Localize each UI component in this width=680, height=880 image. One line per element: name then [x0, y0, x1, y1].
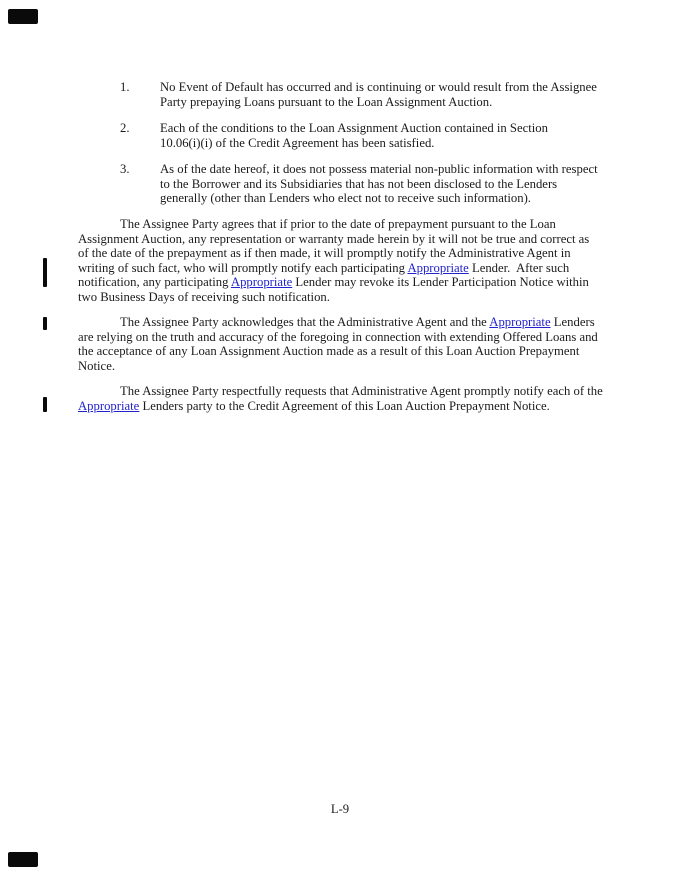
tracked-change-link[interactable]: Appropriate	[407, 260, 469, 275]
text-segment: Lenders party to the Credit Agreement of this Loan Auction Prepayment Notice.	[139, 398, 550, 413]
text-line	[160, 191, 630, 206]
revision-change-bar	[43, 258, 47, 287]
text-line	[160, 177, 630, 192]
text-line	[160, 136, 630, 151]
revision-change-bar	[43, 397, 47, 412]
tracked-change-link[interactable]: Appropriate	[78, 398, 140, 413]
list-item	[120, 162, 630, 206]
text-line	[78, 384, 638, 399]
text-segment: are relying on the truth and accuracy of the foregoing in connection with extending Offered Loans and	[78, 329, 598, 344]
text-line	[160, 80, 630, 95]
list-item	[120, 80, 630, 109]
tracked-change-link[interactable]: Appropriate	[489, 315, 551, 329]
list-item-number: 3.	[120, 162, 130, 176]
text-segment: The Assignee Party acknowledges that the Administrative Agent and the	[120, 315, 490, 329]
text-segment: Lender may revoke its Lender Participation Notice within	[292, 275, 589, 289]
text-line	[160, 162, 630, 177]
scan-binding-mark-top	[8, 9, 38, 24]
revision-change-bar	[43, 317, 47, 330]
text-segment: Notice.	[78, 358, 115, 373]
text-segment: notification, any participating	[78, 275, 231, 289]
text-segment: Party prepaying Loans pursuant to the Loan Assignment Auction.	[160, 94, 493, 109]
text-segment: Assignment Auction, any representation or warranty made herein by it will not be true and correct as	[78, 231, 590, 246]
text-segment: two Business Days of receiving such notification.	[78, 289, 330, 304]
numbered-list	[120, 80, 630, 218]
text-segment: As of the date hereof, it does not possess material non-public information with respect	[160, 162, 598, 176]
text-line	[78, 399, 638, 414]
text-line	[78, 290, 638, 305]
text-line	[78, 330, 638, 345]
list-item-number: 1.	[120, 80, 130, 94]
text-line	[78, 344, 638, 359]
text-segment: No Event of Default has occurred and is continuing or would result from the Assignee	[160, 80, 597, 94]
text-segment: The Assignee Party respectfully requests that Administrative Agent promptly notify each of the	[120, 384, 603, 398]
paragraph-block	[78, 217, 638, 424]
text-line	[78, 246, 638, 261]
text-segment: Each of the conditions to the Loan Assignment Auction contained in Section	[160, 121, 548, 135]
text-segment: Lender. After such	[468, 260, 570, 275]
paragraph	[78, 384, 638, 413]
text-line	[78, 261, 638, 276]
text-line	[78, 217, 638, 232]
text-line	[78, 232, 638, 247]
page-number: L-9	[330, 802, 350, 816]
text-segment: The Assignee Party agrees that if prior to the date of prepayment pursuant to the Loan	[120, 217, 556, 231]
text-segment: 10.06(i)(i) of the Credit Agreement has been satisfied.	[160, 135, 435, 150]
text-segment: the acceptance of any Loan Assignment Auction made as a result of this Loan Auction Prepayment	[78, 344, 580, 358]
text-line	[78, 275, 638, 290]
text-line	[160, 95, 630, 110]
scan-binding-mark-bottom	[8, 852, 38, 867]
text-segment: Lenders	[550, 315, 595, 329]
paragraph	[78, 217, 638, 304]
list-item	[120, 121, 630, 150]
text-segment: of the date of the prepayment as if then made, it will promptly notify the Administrative Agent in	[78, 246, 571, 260]
text-segment: to the Borrower and its Subsidiaries that has not been disclosed to the Lenders	[160, 176, 558, 191]
text-segment: generally (other than Lenders who elect not to receive such information).	[160, 191, 531, 205]
text-line	[160, 121, 630, 136]
list-item-number: 2.	[120, 121, 130, 135]
text-line	[78, 315, 638, 330]
text-line	[78, 359, 638, 374]
text-segment: writing of such fact, who will promptly notify each participating	[78, 260, 408, 275]
paragraph	[78, 315, 638, 373]
tracked-change-link[interactable]: Appropriate	[230, 275, 293, 289]
